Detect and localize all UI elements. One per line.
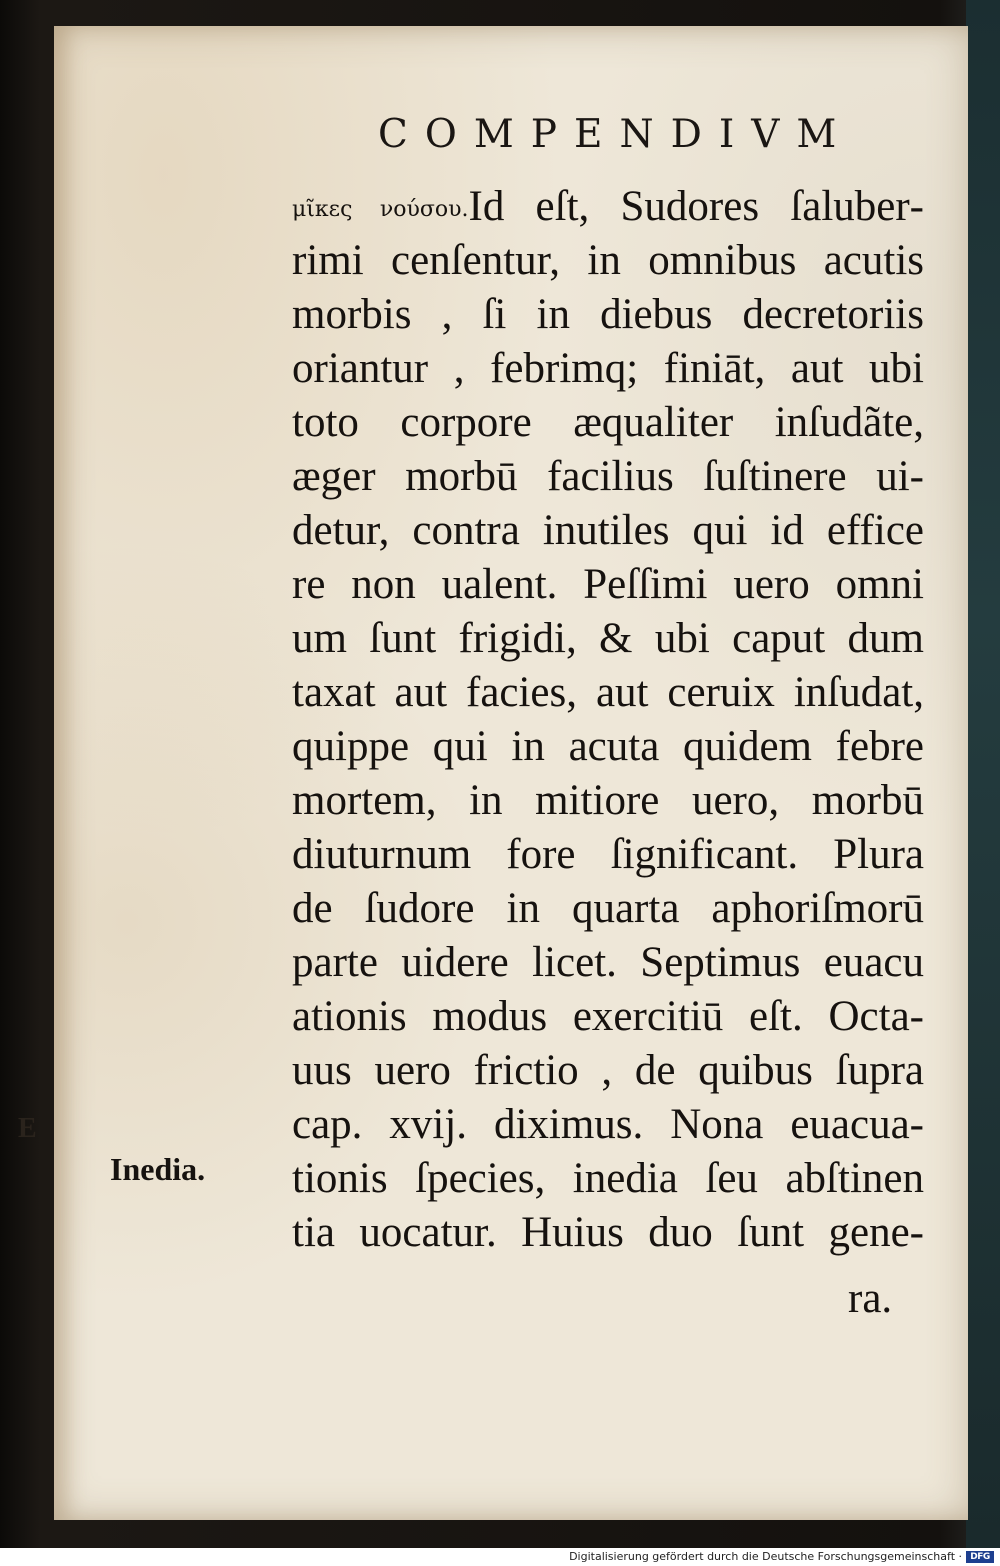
- running-head: COMPENDIVM: [378, 112, 854, 157]
- text-line-11: quippe qui in acuta quidem febre: [292, 723, 924, 770]
- text-line-9: um ſunt frigidi, & ubi caput dum: [292, 615, 924, 662]
- dfg-logo: DFG: [966, 1551, 994, 1563]
- text-line-14: de ſudore in quarta aphoriſmorū: [292, 885, 924, 932]
- book-cover-edge: [966, 0, 1000, 1548]
- text-line-2: rimi cenſentur, in omnibus acutis: [292, 237, 924, 284]
- text-line-12: mortem, in mitiore uero, morbū: [292, 777, 924, 824]
- text-line-13: diuturnum fore ſignificant. Plura: [292, 831, 924, 878]
- text-line-10: taxat aut facies, aut ceruix inſudat,: [292, 669, 924, 716]
- greek-word: μῖκες νούσου.: [292, 197, 469, 222]
- line-text: Id eſt, Sudores ſaluber‑: [468, 183, 924, 230]
- show-through-text: [114, 276, 274, 396]
- text-line-7: detur, contra inutiles qui id effice: [292, 507, 924, 554]
- text-line-6: æger morbū facilius ſuſtinere ui‑: [292, 453, 924, 500]
- margin-note: Inedia.: [110, 1151, 206, 1187]
- facing-page-letter: E: [18, 1113, 37, 1144]
- digitization-footer: [0, 1548, 1000, 1566]
- text-line-19: tionis ſpecies, inedia ſeu abſtinen: [292, 1155, 924, 1202]
- text-line-1: [292, 180, 924, 234]
- text-line-4: oriantur , febrimq; finiāt, aut ubi: [292, 345, 924, 392]
- text-line-17: uus uero frictio , de quibus ſupra: [292, 1047, 924, 1094]
- text-line-20: tia uocatur. Huius duo ſunt gene‑: [292, 1209, 924, 1256]
- footer-credit: Digitalisierung gefördert durch die Deutsche Forschungsgemeinschaft ·: [569, 1550, 962, 1563]
- catchword: ra.: [848, 1275, 893, 1322]
- text-line-5: toto corpore æqualiter inſudãte,: [292, 399, 924, 446]
- text-line-3: morbis , ſi in diebus decretoriis: [292, 291, 924, 338]
- text-line-8: re non ualent. Peſſimi uero omni: [292, 561, 924, 608]
- text-line-15: parte uidere licet. Septimus euacu: [292, 939, 924, 986]
- text-line-18: cap. xvij. diximus. Nona euacua‑: [292, 1101, 924, 1148]
- text-line-16: ationis modus exercitiū eſt. Octa‑: [292, 993, 924, 1040]
